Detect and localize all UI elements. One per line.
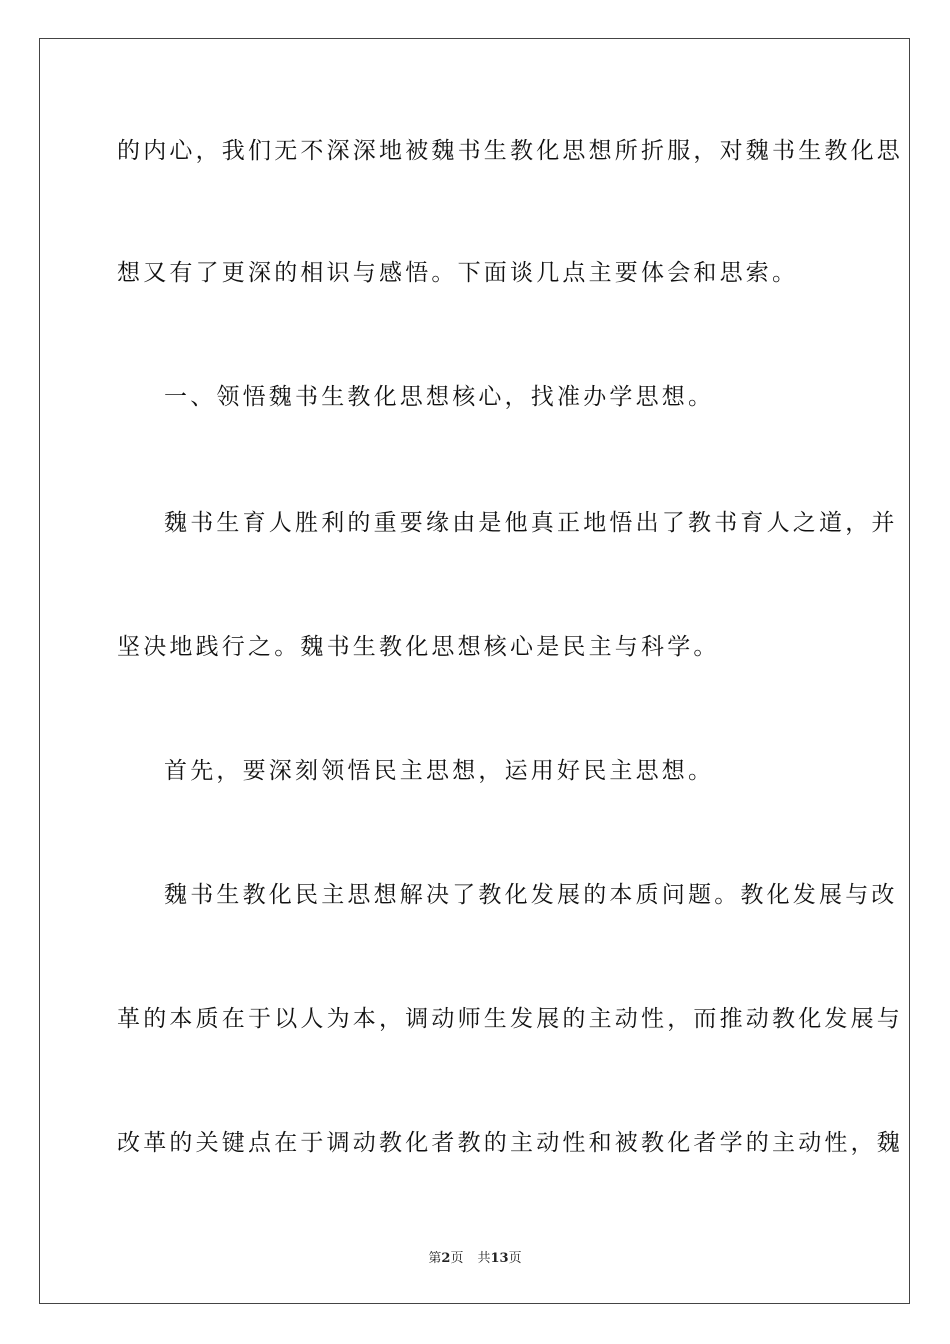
text-line-5: 坚决地践行之。魏书生教化思想核心是民主与科学。 bbox=[117, 634, 720, 660]
section-heading: 一、领悟魏书生教化思想核心，找准办学思想。 bbox=[164, 384, 715, 410]
text-line-4: 魏书生育人胜利的重要缘由是他真正地悟出了教书育人之道，并 bbox=[164, 510, 898, 536]
text-line-8: 革的本质在于以人为本，调动师生发展的主动性，而推动教化发展与 bbox=[117, 1006, 903, 1032]
page-number: 2 bbox=[441, 1251, 451, 1266]
total-pages: 13 bbox=[490, 1251, 509, 1266]
text-line-1: 的内心，我们无不深深地被魏书生教化思想所折服，对魏书生教化思 bbox=[117, 138, 903, 164]
page-footer bbox=[0, 1247, 950, 1266]
total-suffix: 页 bbox=[508, 1251, 522, 1266]
text-line-7: 魏书生教化民主思想解决了教化发展的本质问题。教化发展与改 bbox=[164, 882, 898, 908]
text-line-9: 改革的关键点在于调动教化者教的主动性和被教化者学的主动性，魏 bbox=[117, 1130, 903, 1156]
text-line-2: 想又有了更深的相识与感悟。下面谈几点主要体会和思索。 bbox=[117, 260, 799, 286]
total-prefix: 共 bbox=[477, 1251, 491, 1266]
page-suffix: 页 bbox=[450, 1251, 464, 1266]
page-prefix: 第 bbox=[428, 1251, 442, 1266]
page-border bbox=[39, 38, 910, 1304]
text-line-6: 首先，要深刻领悟民主思想，运用好民主思想。 bbox=[164, 758, 715, 784]
